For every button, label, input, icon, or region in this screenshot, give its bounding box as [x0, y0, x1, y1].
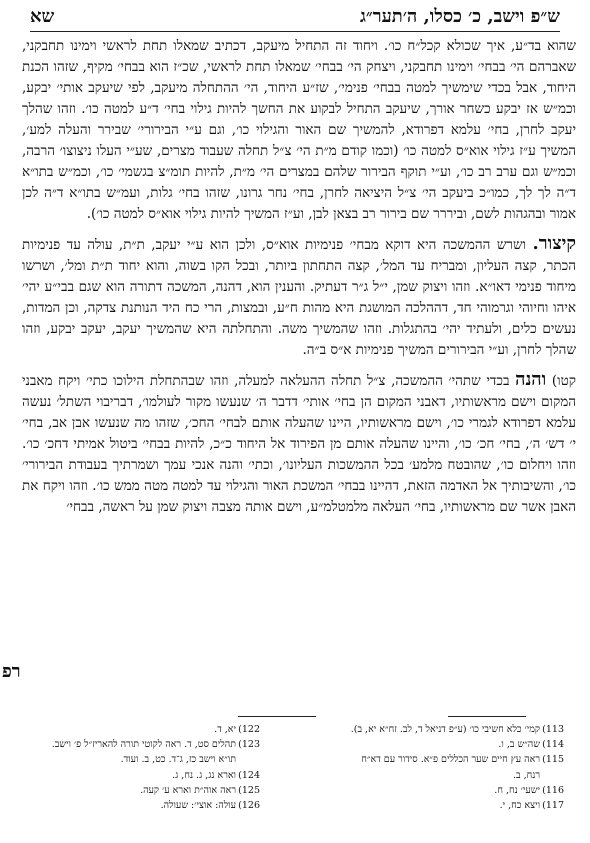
footnote-item: רנח, ב. [512, 769, 540, 781]
footnote-item: 124)וארא נג, ג. נח, ג. [172, 769, 260, 781]
section-number: קטו) [551, 373, 576, 389]
paragraph-2-text: ושרש ההמשכה היא דוקא מבחי׳ פנימיות אוא״ס, ולכן הוא ע״י יעקב, ת״ת, עולה עד פנימיות הכתר, קצה העליון, ומבריח עד המל׳, קצה התחתון ביותר, ובכל הקו בשוה, והוא יחוד ת״ת ומל׳, ושרשו מיחוד פנימי דאו״א. וזהו ויצוק שמן, י״ל ג״ר דעתיק. והענין הוא, דהנה, המשכה דתורה הוא שגם בבי״ע יהי׳ איהו וחיוהי וגרמוהי חד, דההלכה המושגת היא מהות ח״ע, ובמצות, הרי כח היד הנותנת צדקה, וכן המדות, נעשים כלים, ולעתיד יהי׳ בהתגלות. וזהו שהמשיך משה. והתחלתה היא שהמשיך יעקב, יעקב יבקע, וזהו שהלך לחרן, וע״י הבירורים המשיך פנימיות א״ס ב״ה. [22, 237, 576, 358]
paragraph-3 [22, 369, 576, 518]
running-header [30, 4, 560, 28]
page-number: שא [30, 6, 55, 27]
paragraph-2 [22, 233, 576, 361]
paragraph-1: שהוא בד״ע, איך שכולא קכל״ח כו׳. ויחוד זה התחיל מיעקב, דכתיב שמאלו תחת לראשי וימינו תחבקני, שאברהם הי׳ בבחי׳ וימינו תחבקני, ויצחק הי׳ בבחי׳ שמאלו תחת לראשי, שכ״ז הוא בבחי׳ מקיף, שזהו הכנת היחוד, אבל בכדי שימשיך למטה בבחי׳ פנימי׳, שז״ע היחוד, הי׳ ההתחלה מיעקב, לפי שיעקב אותי׳ יבקע, וכמ״ש אז יבקע כשחר אורך, שיעקב התחיל לבקוע את החשך להיות גילוי בחי׳ ד״ע למטה כו׳. וזהו שהלך יעקב לחרן, בחי׳ עלמא דפרודא, להמשיך שם האור והגילוי כו׳, וגם ע״י הבירורי׳ שבירר והעלה למע׳, המשיך ע״ז גילוי אוא״ס למטה כו׳ (וכמו קודם מ״ת הי׳ צ״ל תחלה שעבוד מצרים, שע״י העלו ניצוצו׳ הרבה, וכמ״ש וגם ערב רב כו׳, וע״י תוקף הבירור שלהם במצרים הי׳ מ״ת, להיות תומ״צ בגשמי׳ כו׳, וכמ״ש בתו״א ד״ה לך לך, כמו״כ ביעקב הי׳ צ״ל היציאה לחרן, בחי׳ נחר גרונו, שזהו בחי׳ גלות, ועמ״ש בתו״א ד״ה לכן אמור ובהגהות לשם, וביררר שם בירור רב בצאן לבן, וע״ז המשיך להיות גילוי אוא״ס למטה כו׳). [22, 38, 576, 222]
paragraph-3-text: בכדי שתהי׳ ההמשכה, צ״ל תחלה ההעלאה למעלה, וזהו שבהתחלת הילוכו כתי׳ ויקח מאבני המקום וישם מראשותיו, דאבני המקום הן בחי׳ אותי׳ דדבר ה׳ שנעשו מקור לעולמו׳, דבריבוי השתל׳ נעשה עלמא דפרודא לגמרי כו׳, וישם מראשותיו, היינו שהעלה אותם לבחי׳ החכ׳, שזהו מה שנעשו אבן אב, בחי׳ י׳ דש׳ ה׳, בחי׳ חכ׳ כו׳, והיינו שהעלה אותם מן הפירוד אל היחוד כ״כ, להיות בבחי׳ ביטול אמיתי דחכ׳ כו׳. וזהו ויחלום כו׳, שהובטח מלמע׳ בכל ההמשכות העליונו׳, וכתי׳ והנה אנכי עמך ושמרתיך בעבודת הבירורי׳ כו׳, והשיבותיך אל האדמה הזאת, דהיינו בבחי׳ המשכת האור והגילוי עד למטה מטה ממש כו׳. וזהו ויקח את האבן אשר שם מראשותיו, בחי׳ העלאה מלמטלמ״ע, וישם אותה מצבה ויצוק שמן על ראשה, בבחי׳ [22, 373, 576, 515]
footnote-item: 125)ראה אוה״ת וארא ע׳ קעה. [140, 784, 260, 796]
footnote-item: 122)יא, ד. [214, 724, 260, 735]
main-text [22, 36, 576, 692]
footnote-item: 123)תהלים סט, ד. ראה לקוטי תורה להאריז״ל פ׳ וישב. [51, 739, 260, 751]
footnote-item: 114)שה״ש ב, ו. [498, 739, 564, 751]
header-rule [30, 31, 560, 32]
footnote-rule-right [448, 716, 526, 717]
footnote-item: 126)עולה: אוצי׳: שעולה. [160, 800, 260, 812]
footnote-rule-left [238, 716, 316, 717]
footnote-item: 116)ישעי׳ נח, ח. [494, 784, 564, 796]
summary-heading: קיצור. [532, 233, 576, 254]
footnote-item: 115)ראה עץ חיים שער הכללים פ״א. סידור עם דא״ח [361, 754, 564, 766]
margin-page-marker: רפ [2, 661, 21, 682]
footnote-item: 113)קמי׳ כלא חשיבי כו׳ (ע״פ דניאל ד, לב. זח״א יא, ב). [350, 724, 564, 735]
section-lead-word: והנה [515, 369, 547, 390]
footnote-item: תו״א וישב כז, ג־ד. כט, ב. ועוד. [120, 754, 236, 766]
header-title: ש״פ וישב, כ׳ כסלו, ה׳תער״ג [359, 6, 560, 27]
footnote-item: 117)ויצא כח, י. [499, 800, 564, 812]
footnotes-left-column [15, 722, 260, 813]
footnotes-right-column [319, 722, 564, 813]
